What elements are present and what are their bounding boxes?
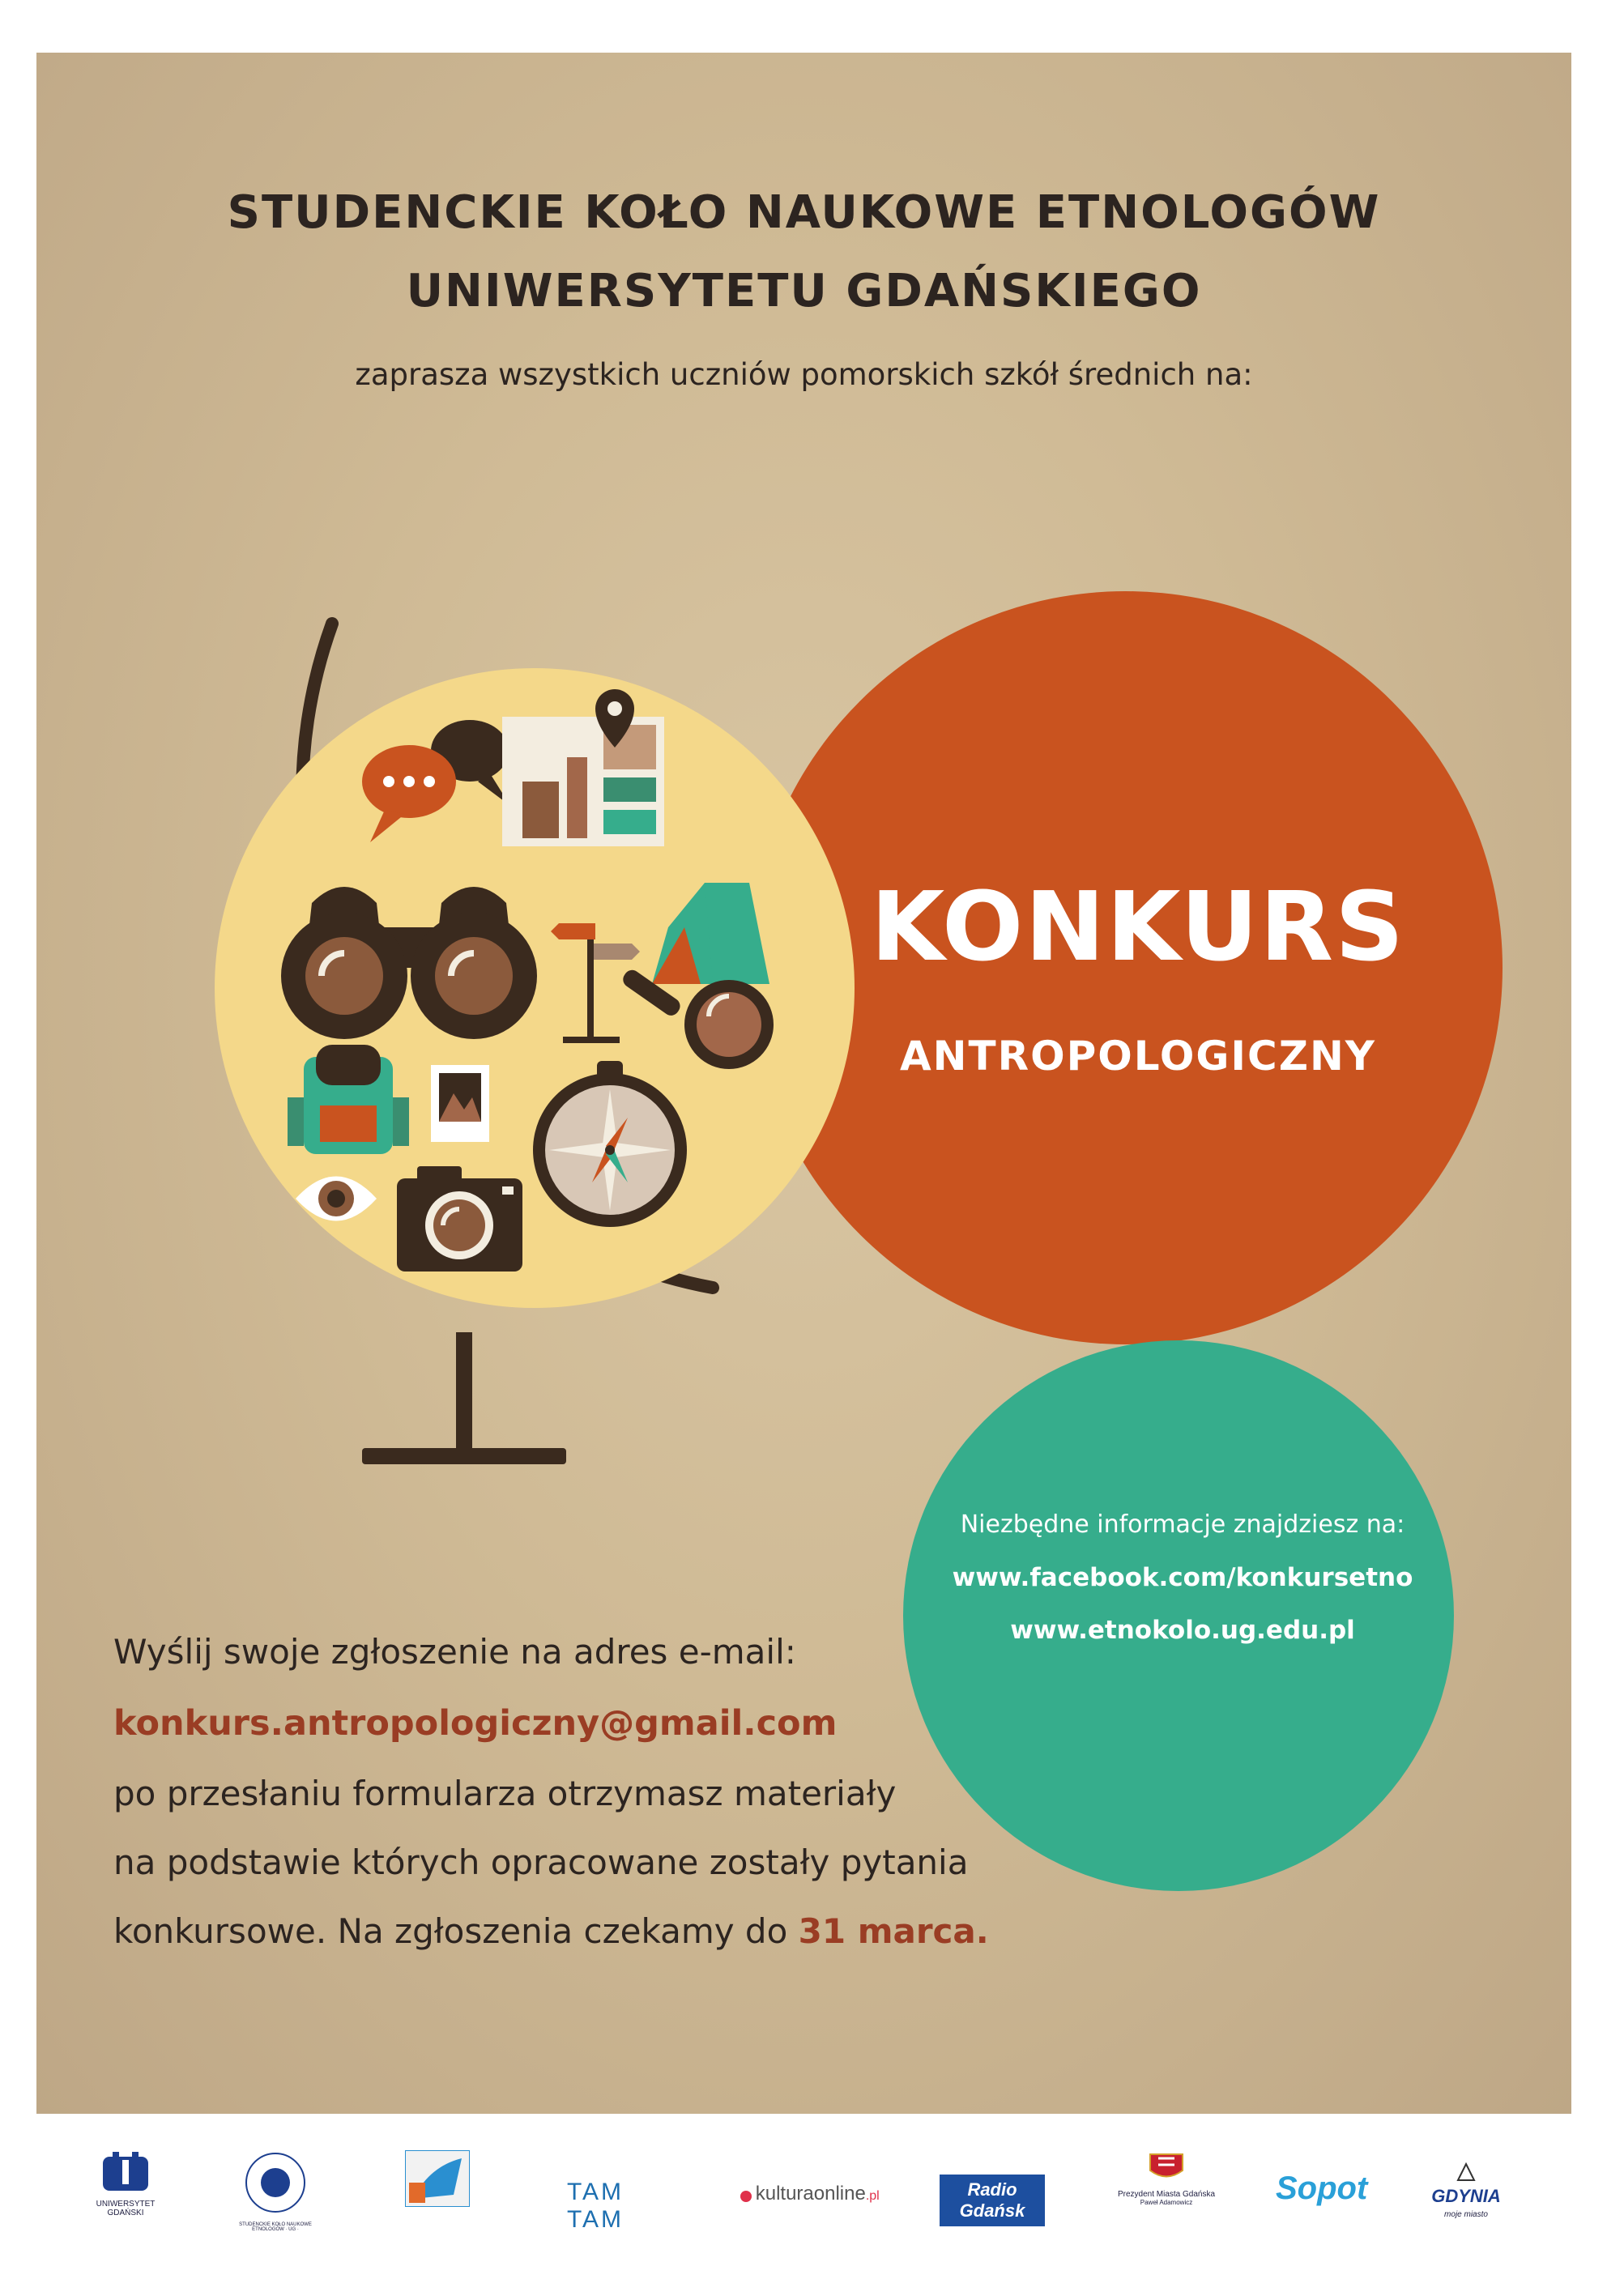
logo-kulturaonline [737, 2183, 883, 2205]
kulturaonline-suffix: .pl [865, 2189, 880, 2203]
prezydent-name: Paweł Adamowicz [1140, 2199, 1193, 2206]
email-address[interactable]: konkurs.antropologiczny@gmail.com [113, 1703, 838, 1744]
body-line-2: po przesłaniu formularza otrzymasz materiały [113, 1774, 897, 1813]
logo-radio-gdansk [940, 2175, 1045, 2226]
contest-subtitle: ANTROPOLOGICZNY [899, 1033, 1377, 1080]
skn-seal-icon [239, 2150, 312, 2215]
contest-title: KONKURS [870, 871, 1406, 982]
website-link[interactable]: www.etnokolo.ug.edu.pl [1010, 1616, 1355, 1645]
ug-caption: UNIWERSYTET GDAŃSKI [96, 2200, 156, 2217]
deadline-date: 31 marca. [798, 1911, 989, 1951]
sponsor-logos-bar [0, 2114, 1607, 2296]
etnik-icon [405, 2150, 470, 2207]
info-lead-text: Niezbędne informacje znajdziesz na: [960, 1510, 1405, 1539]
organizer-title-line1: STUDENCKIE KOŁO NAUKOWE ETNOLOGÓW [227, 186, 1381, 239]
logo-etnik [405, 2150, 470, 2211]
poster-background [36, 53, 1571, 2114]
sopot-text: Sopot [1276, 2170, 1368, 2206]
gdansk-crest-icon [1142, 2150, 1191, 2183]
camera-icon [397, 1166, 522, 1272]
photo-icon [431, 1065, 489, 1142]
body-line-1: Wyślij swoje zgłoszenie na adres e-mail: [113, 1632, 796, 1672]
prezydent-caption: Prezydent Miasta Gdańska [1117, 2190, 1216, 2199]
gdynia-text: GDYNIA [1431, 2186, 1501, 2206]
body-line-3: na podstawie których opracowane zostały pytania [113, 1842, 969, 1882]
gdynia-tagline: moje miasto [1444, 2210, 1488, 2219]
logo-tamtam [535, 2179, 656, 2234]
kulturaonline-text: kulturaonline [755, 2183, 866, 2204]
skn-caption: STUDENCKIE KOŁO NAUKOWE ETNOLOGÓW · UG · [239, 2222, 312, 2232]
invitation-text: zaprasza wszystkich uczniów pomorskich szkół średnich na: [355, 357, 1253, 392]
logo-gdynia [1413, 2162, 1519, 2219]
body-line-4 [113, 1911, 989, 1951]
logo-prezydent [1098, 2150, 1235, 2206]
logo-sopot [1276, 2170, 1368, 2207]
logo-ug [81, 2150, 170, 2217]
gdynia-sail-icon [1450, 2162, 1482, 2182]
facebook-link[interactable]: www.facebook.com/konkursetno [952, 1563, 1413, 1592]
tamtam-text: TAM TAM [566, 2179, 624, 2233]
radio-gdansk-text: Radio Gdańsk [940, 2175, 1045, 2226]
kulturaonline-icon [740, 2191, 752, 2202]
ug-emblem-icon [101, 2150, 150, 2192]
body-line-4-text: konkursowe. Na zgłoszenia czekamy do [113, 1911, 799, 1951]
logo-skn [227, 2150, 324, 2232]
organizer-title-line2: UNIWERSYTETU GDAŃSKIEGO [406, 265, 1202, 317]
